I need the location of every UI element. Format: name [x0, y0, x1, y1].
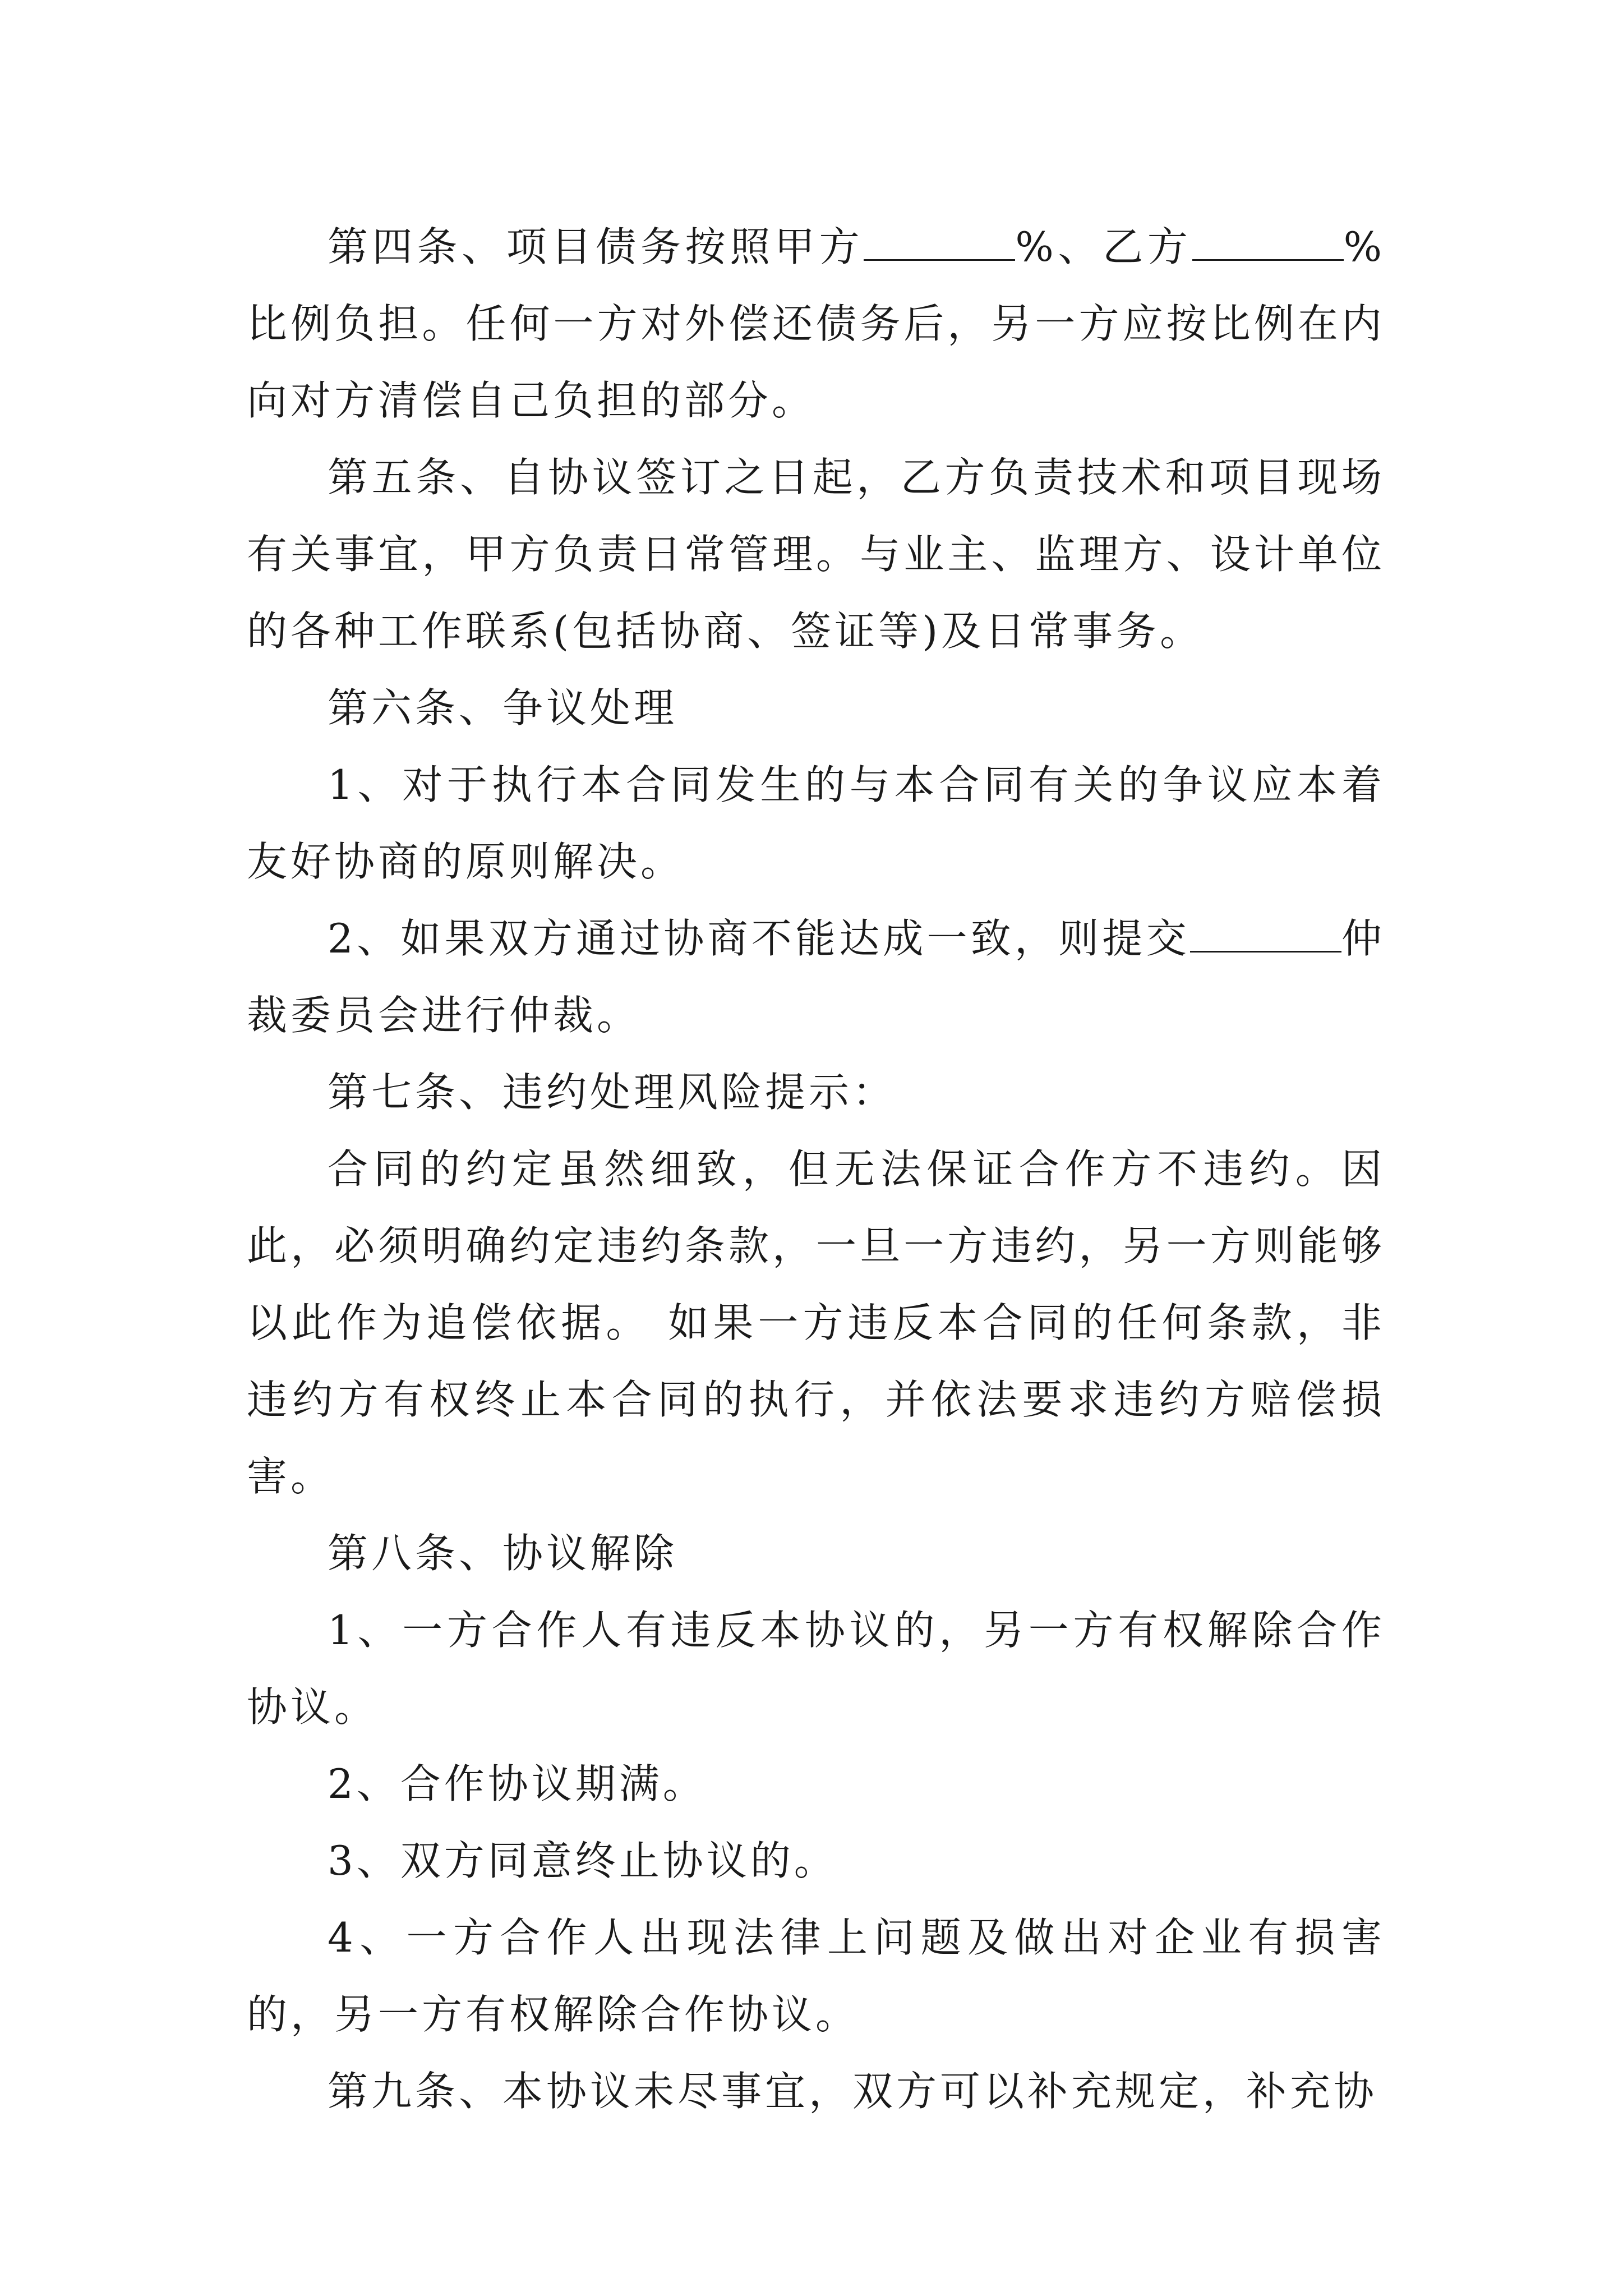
article-6-clause-1: 1、对于执行本合同发生的与本合同有关的争议应本着友好协商的原则解决。: [247, 761, 1385, 885]
article-4-part-2: %、乙方: [1015, 223, 1192, 270]
article-8-heading: 第八条、协议解除: [328, 1530, 678, 1577]
party-b-ratio-blank[interactable]: [1192, 226, 1344, 261]
article-7-body: 合同的约定虽然细致，但无法保证合作方不违约。因此，必须明确约定违约条款，一旦一方违约，另一方则能够以此作为追偿依据。 如果一方违反本合同的任何条款，非违约方有权终止本合同的执行，并依法要求违约方赔偿损害。: [247, 1145, 1385, 1500]
article-6-clause-2-part-2: 仲裁委员会进行仲裁。: [247, 915, 1385, 1039]
article-8-clause-3: 3、双方同意终止协议的。: [328, 1837, 838, 1884]
article-4: [247, 209, 1385, 439]
party-a-ratio-blank[interactable]: [864, 226, 1015, 261]
arbitration-commission-blank[interactable]: [1190, 917, 1341, 953]
article-7-heading: 第七条、违约处理风险提示：: [328, 1069, 897, 1116]
article-8-clause-1: 1、一方合作人有违反本协议的，另一方有权解除合作协议。: [247, 1607, 1385, 1731]
article-6-heading: 第六条、争议处理: [328, 684, 678, 731]
article-4-part-3: %比例负担。任何一方对外偿还债务后，另一方应按比例在内向对方清偿自己负担的部分。: [247, 223, 1385, 424]
article-4-part-1: 第四条、项目债务按照甲方: [328, 223, 864, 270]
article-6-clause-2-part-1: 2、如果双方通过协商不能达成一致，则提交: [328, 915, 1190, 962]
article-8-clause-4: 4、一方合作人出现法律上问题及做出对企业有损害的，另一方有权解除合作协议。: [247, 1914, 1385, 2038]
article-8-clause-2: 2、合作协议期满。: [328, 1760, 707, 1807]
article-5: 第五条、自协议签订之日起，乙方负责技术和项目现场有关事宜，甲方负责日常管理。与业主、监理方、设计单位的各种工作联系(包括协商、签证等)及日常事务。: [247, 454, 1385, 655]
article-6-clause-2: [247, 900, 1385, 1054]
document-body: [247, 209, 1385, 2130]
article-9: 第九条、本协议未尽事宜，双方可以补充规定，补充协: [328, 2068, 1378, 2115]
